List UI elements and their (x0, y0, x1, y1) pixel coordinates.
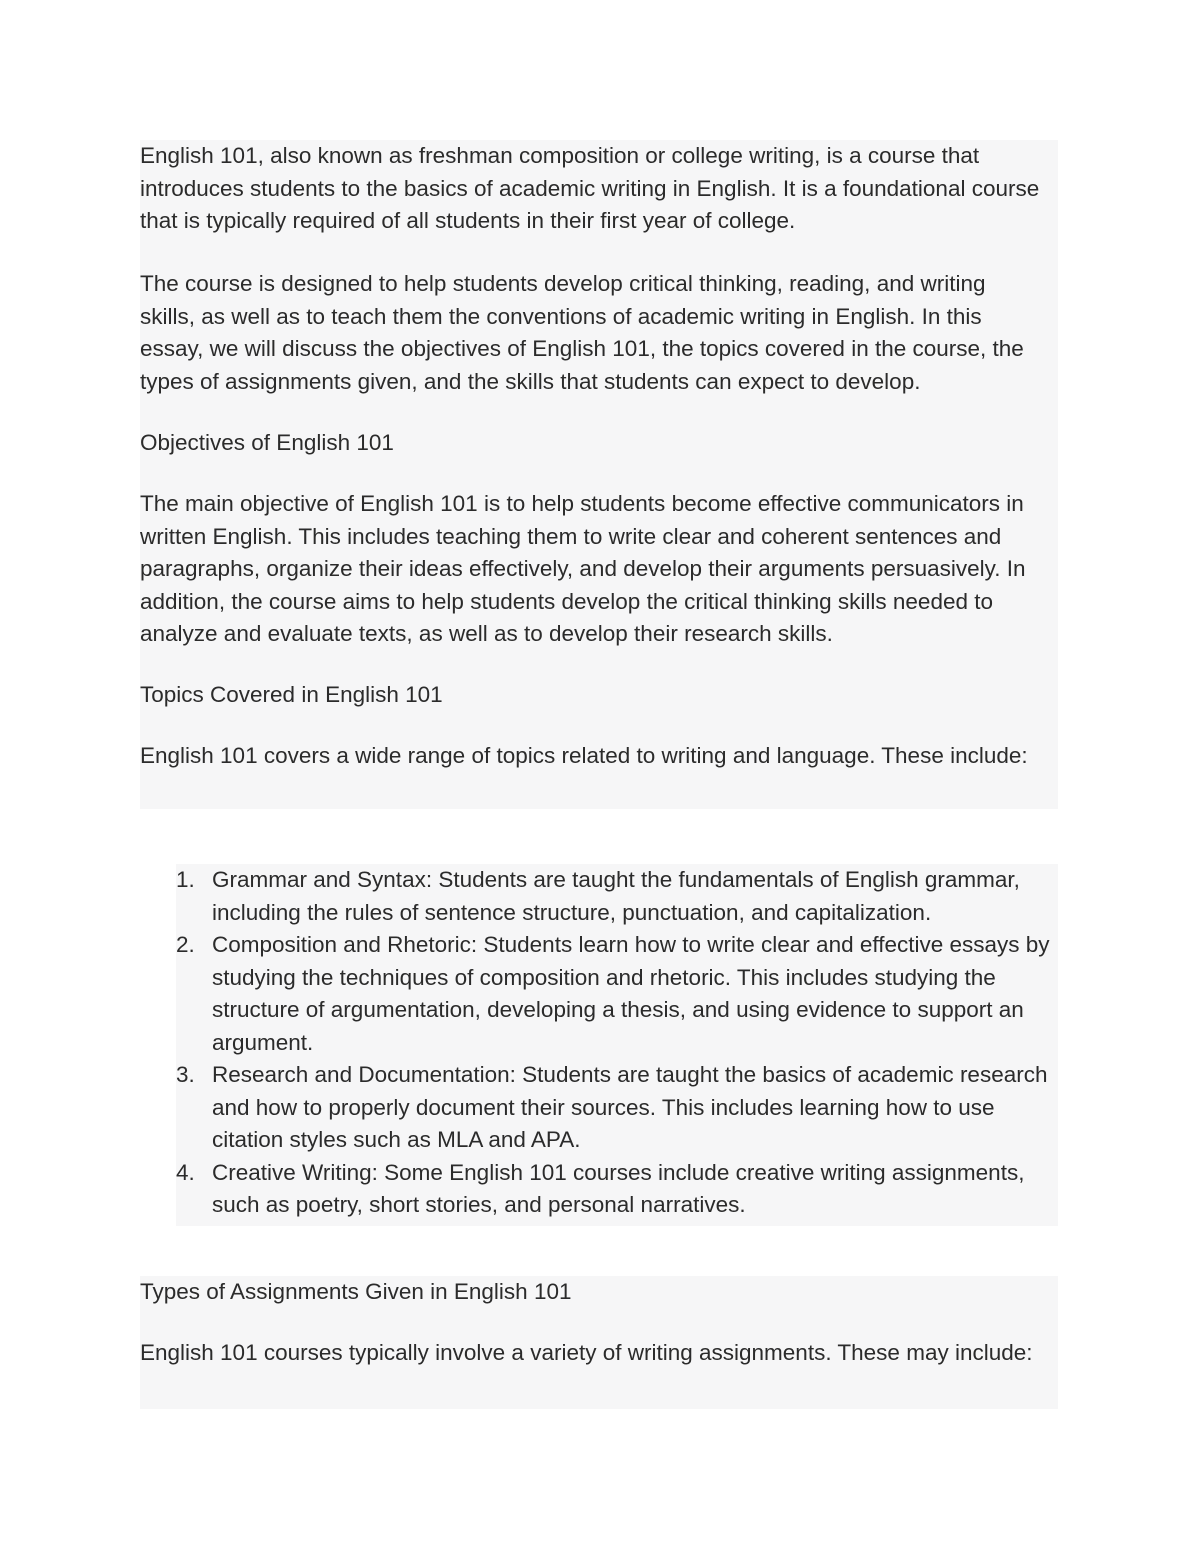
topics-intro-paragraph: English 101 covers a wide range of topics related to writing and language. These include: (140, 743, 1028, 768)
list-item-text: Research and Documentation: Students are taught the basics of academic research and how to properly document their sources. This includes learning how to use citation styles such as MLA and APA. (212, 1062, 1048, 1152)
list-item (176, 1157, 1058, 1222)
assignments-intro-paragraph: English 101 courses typically involve a variety of writing assignments. These may include: (140, 1340, 1033, 1365)
list-item-text: Composition and Rhetoric: Students learn how to write clear and effective essays by studying the techniques of composition and rhetoric. This includes studying the structure of argumentation, developing a thesis, and using evidence to support an argument. (212, 932, 1050, 1055)
list-item-number: 3. (176, 1062, 195, 1087)
text-block-intro (140, 140, 1058, 809)
intro-paragraph-2: The course is designed to help students develop critical thinking, reading, and writing skills, as well as to teach them the conventions of academic writing in English. In this essay, we will discuss the objectives of English 101, the topics covered in the course, the types of assignments given, and the skills that students can expect to develop. (140, 271, 1024, 394)
list-item-text: Grammar and Syntax: Students are taught the fundamentals of English grammar, including the rules of sentence structure, punctuation, and capitalization. (212, 867, 1020, 925)
section-heading-assignments: Types of Assignments Given in English 101 (140, 1279, 572, 1304)
list-item-number: 1. (176, 867, 195, 892)
text-block-assignments (140, 1276, 1058, 1409)
objectives-paragraph: The main objective of English 101 is to help students become effective communicators in written English. This includes teaching them to write clear and coherent sentences and paragraphs, organize their ideas effectively, and develop their arguments persuasively. In addition, the course aims to help students develop the critical thinking skills needed to analyze and evaluate texts, as well as to develop their research skills. (140, 491, 1026, 646)
topics-list (176, 864, 1058, 1222)
list-item-number: 4. (176, 1159, 195, 1185)
list-item-text: Creative Writing: Some English 101 courses include creative writing assignments, such as poetry, short stories, and personal narratives. (212, 1159, 1025, 1217)
list-item (176, 929, 1058, 1059)
list-item (176, 1059, 1058, 1157)
topics-list-block (176, 864, 1058, 1226)
intro-paragraph-1: English 101, also known as freshman composition or college writing, is a course that introduces students to the basics of academic writing in English. It is a foundational course that is typically required of all students in their first year of college. (140, 143, 1040, 233)
section-heading-objectives: Objectives of English 101 (140, 430, 394, 455)
list-item (176, 864, 1058, 929)
list-item-number: 2. (176, 932, 195, 957)
section-heading-topics: Topics Covered in English 101 (140, 682, 443, 707)
